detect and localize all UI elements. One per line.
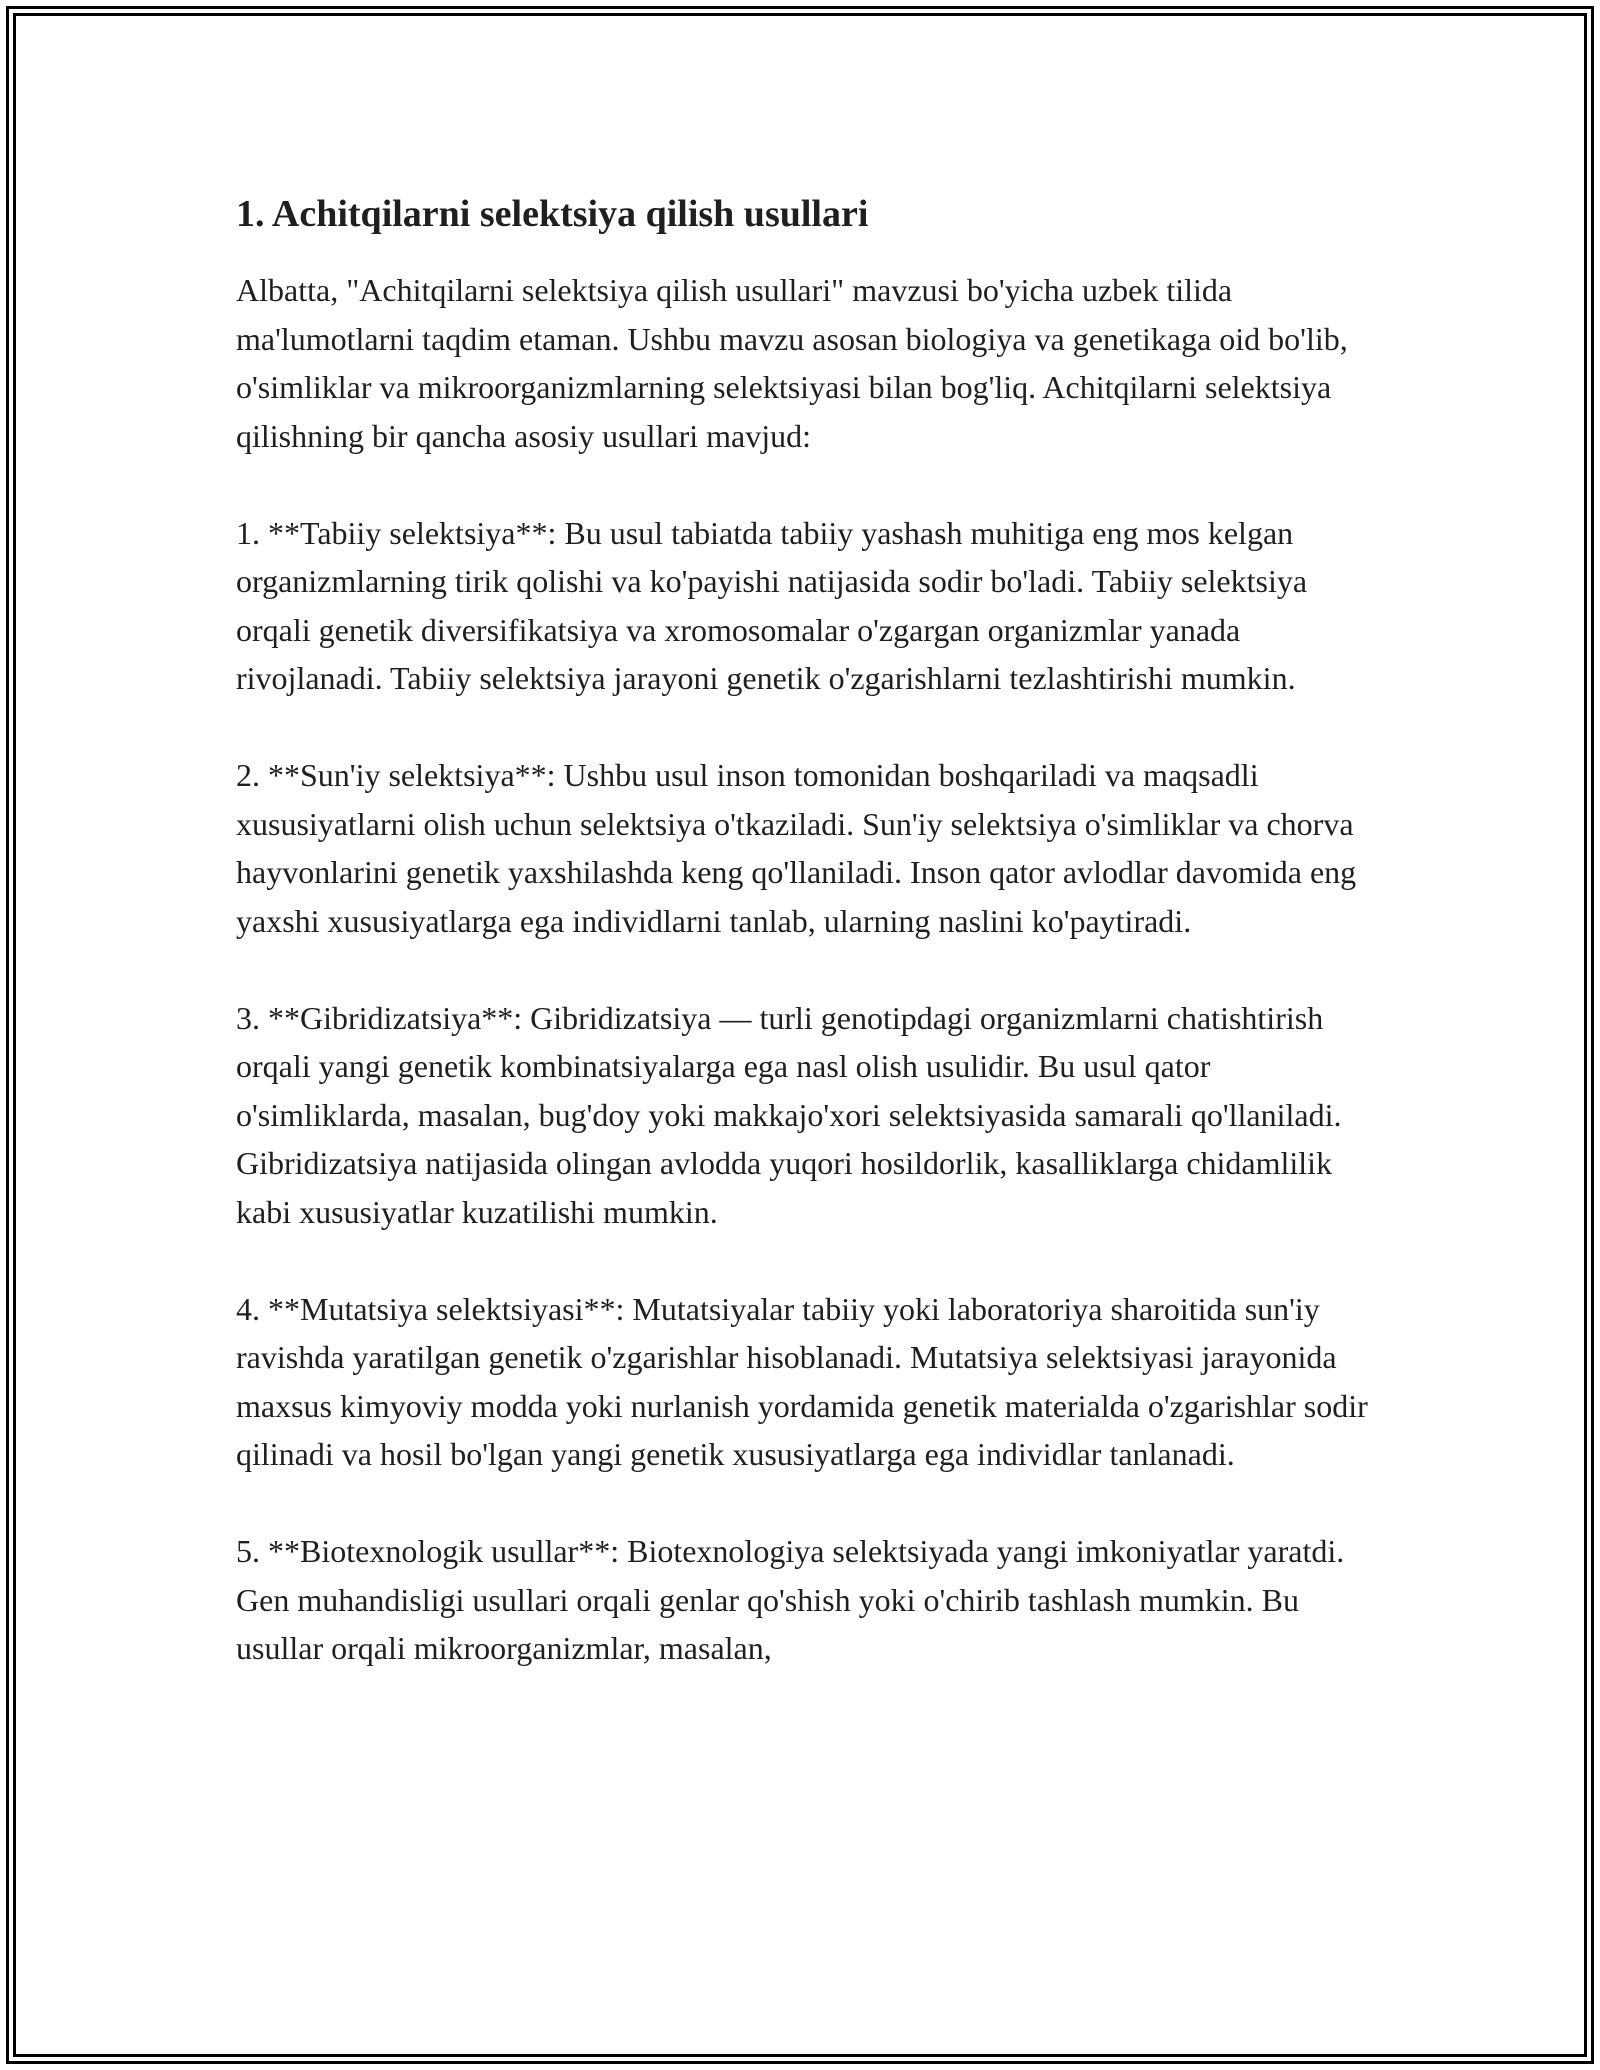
list-item-mutatsiya-selektsiyasi: 4. **Mutatsiya selektsiyasi**: Mutatsiyalar tabiiy yoki laboratoriya sharoitida sun'iy ravishda yaratilgan genetik o'zgarishlar hisoblanadi. Mutatsiya selektsiyasi jarayonida maxsus kimyoviy modda yoki nurlanish yordamida genetik materialda o'zgarishlar sodir qilinadi va hosil bo'lgan yangi genetik xususiyatlarga ega individlar tanlanadi. — [236, 1290, 1368, 1472]
intro-paragraph: Albatta, "Achitqilarni selektsiya qilish usullari" mavzusi bo'yicha uzbek tilida ma'lumotlarni taqdim etaman. Ushbu mavzu asosan biologiya va genetikaga oid bo'lib, o'simliklar va mikroorganizmlarning selektsiyasi bilan bog'liq. Achitqilarni selektsiya qilishning bir qancha asosiy usullari mavjud: — [236, 272, 1348, 454]
list-item-gibridizatsiya: 3. **Gibridizatsiya**: Gibridizatsiya — turli genotipdagi organizmlarni chatishtirish orqali yangi genetik kombinatsiyalarga ega nasl olish usulidir. Bu usul qator o'simliklarda, masalan, bug'doy yoki makkajo'xori selektsiyasida samarali qo'llaniladi. Gibridizatsiya natijasida olingan avlodda yuqori hosildorlik, kasalliklarga chidamlilik kabi xususiyatlar kuzatilishi mumkin. — [236, 999, 1342, 1230]
page-title: 1. Achitqilarni selektsiya qilish usullari — [236, 193, 869, 235]
list-item-suniy-selektsiya: 2. **Sun'iy selektsiya**: Ushbu usul inson tomonidan boshqariladi va maqsadli xususiyatlarni olish uchun selektsiya o'tkaziladi. Sun'iy selektsiya o'simliklar va chorva hayvonlarini genetik yaxshilashda keng qo'llaniladi. Inson qator avlodlar davomida eng yaxshi xususiyatlarga ega individlarni tanlab, ularning naslini ko'paytiradi. — [236, 757, 1357, 939]
list-item-tabiiy-selektsiya: 1. **Tabiiy selektsiya**: Bu usul tabiatda tabiiy yashash muhitiga eng mos kelgan organizmlarning tirik qolishi va ko'payishi natijasida sodir bo'ladi. Tabiiy selektsiya orqali genetik diversifikatsiya va xromosomalar o'zgargan organizmlar yanada rivojlanadi. Tabiiy selektsiya jarayoni genetik o'zgarishlarni tezlashtirishi mumkin. — [236, 514, 1308, 696]
document-body — [236, 186, 1376, 1721]
list-item-biotexnologik-usullar: 5. **Biotexnologik usullar**: Biotexnologiya selektsiyada yangi imkoniyatlar yaratdi. Gen muhandisligi usullari orqali genlar qo'shish yoki o'chirib tashlash mumkin. Bu usullar orqali mikroorganizmlar, masalan, — [236, 1533, 1345, 1666]
